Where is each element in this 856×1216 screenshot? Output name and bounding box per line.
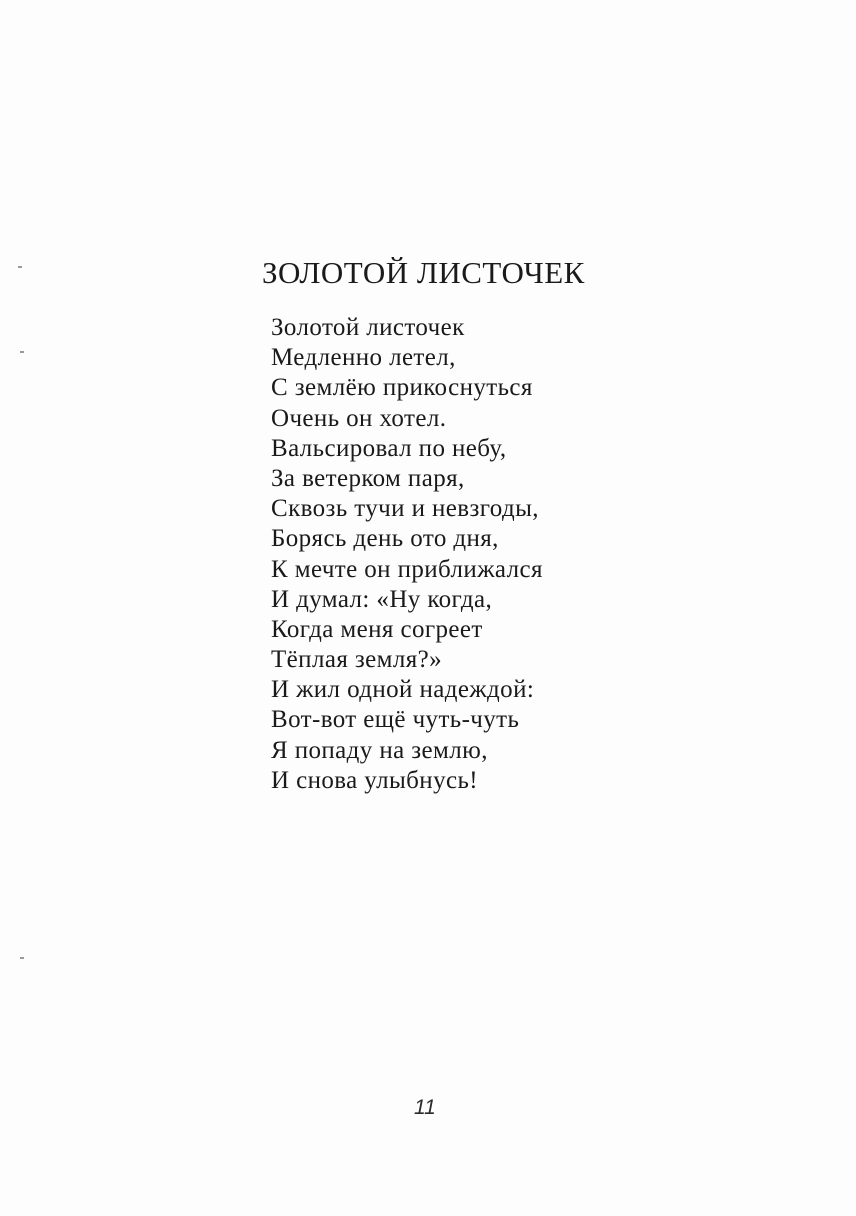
poem-line: Вот-вот ещё чуть-чуть (271, 706, 520, 734)
poem-line: Когда меня согреет (271, 615, 483, 643)
poem-line: Тёплая земля?» (271, 646, 443, 674)
page-number: 11 (414, 1096, 436, 1119)
poem-line: Я попаду на землю, (271, 736, 488, 764)
scan-edge-mark (20, 957, 24, 959)
poem-line: Золотой листочек (271, 314, 465, 341)
scan-edge-mark (18, 266, 22, 268)
poem-line: И думал: «Ну когда, (271, 585, 493, 613)
poem-line: Сквозь тучи и невзгоды, (271, 495, 539, 523)
poem-line: Очень он хотел. (271, 404, 447, 432)
scan-edge-mark (20, 351, 24, 353)
poem-line: И жил одной надеждой: (271, 676, 535, 704)
poem-line: За ветерком паря, (271, 464, 465, 492)
poem-body (271, 313, 543, 796)
poem-line: Вальсировал по небу, (271, 434, 507, 462)
poem-line: Борясь день ото дня, (271, 525, 499, 553)
poem-line: И снова улыбнусь! (271, 766, 478, 794)
poem-line: С землёю прикоснуться (271, 374, 533, 402)
poem-title: ЗОЛОТОЙ ЛИСТОЧЕК (262, 255, 585, 290)
poem-line: Медленно летел, (271, 344, 456, 372)
poem-line: К мечте он приближался (271, 555, 543, 583)
